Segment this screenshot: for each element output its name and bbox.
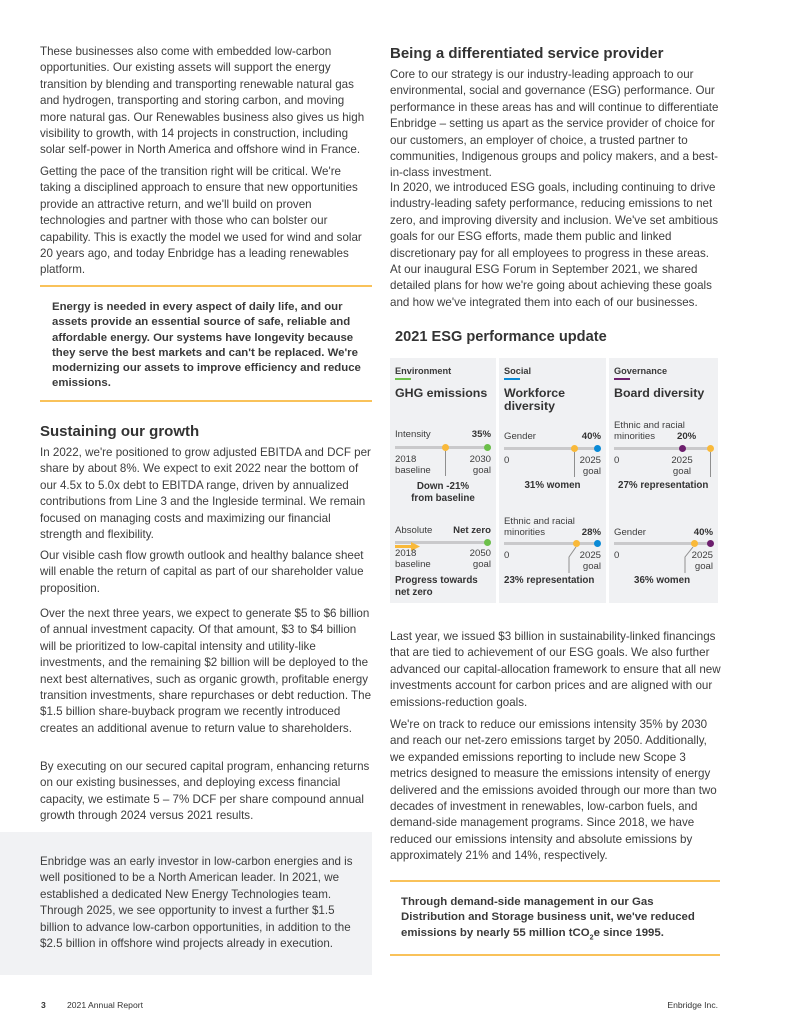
callout-top-rule <box>40 285 372 287</box>
goal-marker-absolute <box>484 539 491 546</box>
goal-marker-intensity <box>484 444 491 451</box>
left-callout-quote: Energy is needed in every aspect of daily life, and our assets provide an essential source of safe, reliable and affordable energy. Our systems have longevity because they serve the best markets and can't be replaced. We're modernizing our assets to improve efficiency and reduce emissions. <box>52 301 361 390</box>
baseline-label: 2018 baseline <box>395 454 431 476</box>
result-ethnic-representation: 23% representation <box>504 575 595 586</box>
target-value-35: 35% <box>471 429 491 440</box>
row-label-absolute: Absolute <box>395 525 433 536</box>
zero-label: 0 <box>504 455 510 466</box>
result-intensity: Down -21% from baseline <box>411 481 475 504</box>
result-absolute: Progress towards net zero <box>395 575 478 598</box>
target-value-40: 40% <box>581 431 601 442</box>
goal-label-2030: 2030 goal <box>469 454 491 476</box>
target-value-20: 20% <box>677 431 697 442</box>
progress-arrow-icon <box>395 538 420 547</box>
goal-label-2025: 2025 goal <box>579 550 601 572</box>
goal-marker-board-ethnic <box>679 445 686 452</box>
left-paragraph-5: Over the next three years, we expect to generate $5 to $6 billion of annual investment capacity. Of that amount, $3 to $4 billion will be prioritized to low-capital intensity and utility-like investments, and the remaining $2 billion will be deployed to the next best alternatives, such as organic growth, profitable energy transition investments, share repurchases or debt reduction. The $1.5 billion share-buyback program we recently introduced creates an additional avenue to return value to shareholders. <box>40 607 372 735</box>
metric-workforce-diversity: Workforce diversity <box>504 386 566 413</box>
right-paragraph-4: We're on track to reduce our emissions intensity 35% by 2030 and reach our net-zero emissions target by 2050. Additionally, we expanded emissions reporting to include new Scope 3 metrics designed to measure the emissions intensity of energy delivered and the emissions avoided through our more than two decades of investment in renewables, low-carbon fuels, and demand-side management programs. Since 2018, we have reduced our emissions intensity and absolute emissions by approximately 21% and 14%, respectively. <box>390 718 717 863</box>
baseline-label-absolute: 2018 baseline <box>395 548 431 570</box>
row-label-ethnic-minorities: Ethnic and racial minorities <box>614 420 685 442</box>
progress-marker-gender <box>571 445 578 452</box>
esg-column-governance <box>609 358 718 603</box>
category-label-social: Social <box>504 366 532 376</box>
left-paragraph-6: By executing on our secured capital program, enhancing returns on our existing businesses, and deploying excess financial capacity, we estimate 5 – 7% DCF per share compound annual growth through 2024 versus 2021 results. <box>40 760 370 823</box>
page-number: 3 <box>41 1000 46 1010</box>
callout-line-intensity <box>445 451 446 476</box>
row-label-intensity: Intensity <box>395 429 431 440</box>
progress-marker-board-gender <box>691 540 698 547</box>
callout-bottom-rule <box>40 400 372 402</box>
callout-line-board-ethnic <box>710 452 711 477</box>
highlight-box-text: Enbridge was an early investor in low-carbon energies and is well positioned to be a North American leader. In 2021, we established a dedicated New Energy Technologies team. Through 2025, we see opportunity to invest a further $1.5 billion to advance low-carbon opportunities, in addition to the $2.5 billion in offshore wind projects already in execution. <box>40 855 353 951</box>
goal-label-2050: 2050 goal <box>469 548 491 570</box>
target-value-40: 40% <box>693 527 713 538</box>
zero-label: 0 <box>504 550 510 561</box>
goal-label-2025: 2025 goal <box>671 455 693 477</box>
right-paragraph-1: Core to our strategy is our industry-leading approach to our environmental, social and governance (ESG) performance. Our performance in these areas has and will continue to differentiate Enbridge – setting us apart as the service provider of choice for our customers, an employer of choice, a trusted partner to communities, Indigenous groups and policy makers, and a best-in-class investment. <box>390 68 719 180</box>
callout-bottom-rule-right <box>390 954 720 956</box>
progress-track-ethnic <box>504 542 600 545</box>
left-paragraph-2: Getting the pace of the transition right will be critical. We're taking a disciplined approach to ensure that new opportunities provide an attractive return, and we'll build on proven technologies and partner with those who can bolster our capability. This is exactly the model we used for wind and solar 20 years ago, and today Enbridge has a leading renewables platform. <box>40 165 362 277</box>
goal-label-2025: 2025 goal <box>691 550 713 572</box>
callout-line-ethnic <box>567 547 579 573</box>
result-gender-women: 31% women <box>524 480 581 491</box>
goal-marker-gender <box>594 445 601 452</box>
goal-marker-board-gender <box>707 540 714 547</box>
metric-board-diversity: Board diversity <box>614 386 705 400</box>
section-heading-sustaining-growth: Sustaining our growth <box>40 423 200 440</box>
progress-track-gender <box>504 447 600 450</box>
target-value-net-zero: Net zero <box>453 525 491 536</box>
row-label-gender: Gender <box>614 527 646 538</box>
environment-accent-line <box>395 378 411 380</box>
callout-line-gender <box>574 452 575 477</box>
social-accent-line <box>504 378 520 380</box>
esg-column-social <box>499 358 606 603</box>
metric-ghg-emissions: GHG emissions <box>395 386 488 400</box>
esg-column-environment <box>390 358 496 603</box>
row-label-ethnic-minorities: Ethnic and racial minorities <box>504 516 575 538</box>
left-paragraph-4: Our visible cash flow growth outlook and healthy balance sheet will enable the return of capital as part of our shareholder value proposition. <box>40 549 364 595</box>
report-title: 2021 Annual Report <box>67 1000 143 1010</box>
section-heading-differentiated-provider: Being a differentiated service provider <box>390 45 664 62</box>
progress-marker-ethnic <box>573 540 580 547</box>
right-paragraph-2: In 2020, we introduced ESG goals, including continuing to drive industry-leading safety performance, reducing emissions to net zero, and improving diversity and inclusion. We've set ambitious goals for our ESG efforts, made them public and linked discretionary pay for all employees to progress in these areas. At our inaugural ESG Forum in September 2021, we shared detailed plans for how we're going about achieving these goals and how we've integrated them into each of our businesses. <box>390 181 719 309</box>
category-label-environment: Environment <box>395 366 452 376</box>
result-board-gender-women: 36% women <box>634 575 691 586</box>
target-value-28: 28% <box>581 527 601 538</box>
zero-label: 0 <box>614 550 620 561</box>
left-paragraph-1: These businesses also come with embedded low-carbon opportunities. Our existing assets will support the energy transition by blending and transporting renewable natural gas and hydrogen, transporting and storing carbon, and moving more natural gas. Our Renewables business also gives us high visibility to growth, with 14 projects in construction, including solar self-power in North America and offshore wind in France. <box>40 45 365 157</box>
callout-top-rule-right <box>390 880 720 882</box>
zero-label: 0 <box>614 455 620 466</box>
left-paragraph-3: In 2022, we're positioned to grow adjusted EBITDA and DCF per share by about 8%. We expect to exit 2022 near the bottom of our 4.5x to 5.0x debt to EBITDA range, driven by annualized contributions from Line 3 and the Ingleside terminal. We remain focused on managing costs and maximizing our financial strength and flexibility. <box>40 446 371 542</box>
esg-panel-title: 2021 ESG performance update <box>395 329 607 345</box>
row-label-gender: Gender <box>504 431 536 442</box>
governance-accent-line <box>614 378 630 380</box>
right-callout-quote: Through demand-side management in our Gas Distribution and Storage business unit, we've reduced emissions by nearly 55 million tCO$_2$e since 1995. <box>401 896 695 941</box>
progress-marker-board-ethnic <box>707 445 714 452</box>
low-carbon-highlight-box <box>0 832 372 975</box>
goal-label-2025: 2025 goal <box>579 455 601 477</box>
company-name: Enbridge Inc. <box>667 1000 718 1010</box>
category-label-governance: Governance <box>614 366 668 376</box>
right-paragraph-3: Last year, we issued $3 billion in sustainability-linked financings that are tied to achievement of our ESG goals. We also further advanced our capital-allocation framework to ensure that all new investments account for carbon prices and are aligned with our emissions-reduction goals. <box>390 630 721 709</box>
progress-marker-intensity <box>442 444 449 451</box>
progress-track-board-ethnic <box>614 447 712 450</box>
goal-marker-ethnic <box>594 540 601 547</box>
result-board-ethnic-representation: 27% representation <box>618 480 709 491</box>
